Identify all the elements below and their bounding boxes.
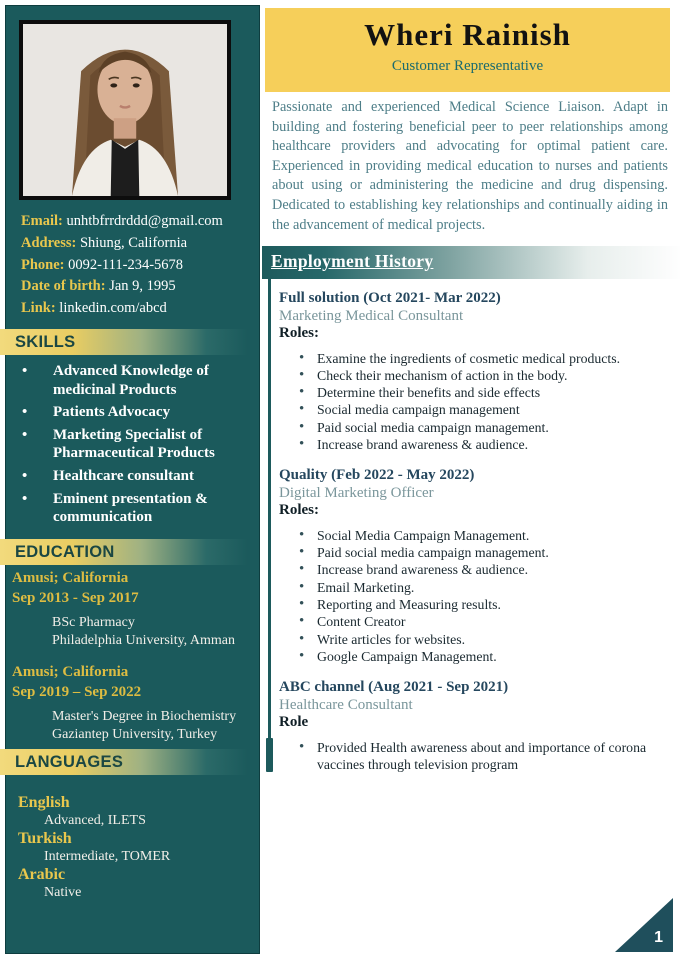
job-roles-label: Roles: xyxy=(279,325,319,341)
employment-history-title: Employment History xyxy=(271,251,434,271)
job-position: Marketing Medical Consultant xyxy=(279,307,464,324)
languages-list xyxy=(18,794,253,902)
job-roles-label: Role xyxy=(279,714,309,731)
profile-summary: Passionate and experienced Medical Science Liaison. Adapt in building and fostering beneficial peer to peer relationships among healthcare providers and advocating for optimal patient care. Experienced in providing medical education to nurses and patients about using or administering the medicine and drug dispensing. Dedicated to establishing key relationships and continually aiding in the advancement of medical projects. xyxy=(272,99,668,233)
job-bullet-list xyxy=(279,350,670,454)
skills-section-header xyxy=(0,329,258,355)
job-bullet-list xyxy=(279,739,670,774)
address-label: Address: xyxy=(21,234,77,251)
education-location: Amusi; California xyxy=(12,570,129,586)
skill-item: • Marketing Specialist of Pharmaceutical Products xyxy=(53,426,265,463)
education-detail xyxy=(52,614,254,649)
language-name: Arabic xyxy=(18,866,66,883)
link-label: Link: xyxy=(21,300,56,317)
candidate-name: Wheri Rainish xyxy=(364,17,571,52)
language-name: English xyxy=(18,794,70,811)
job-bullet: • Paid social media campaign management. xyxy=(317,419,670,436)
job-bullet: • Determine their benefits and side effects xyxy=(317,384,670,401)
education-school: Gaziantep University, Turkey xyxy=(52,726,218,742)
phone-value: 0092-111-234-5678 xyxy=(68,256,184,273)
dob-label: Date of birth: xyxy=(21,278,106,295)
job-bullet-list xyxy=(279,527,670,665)
education-detail xyxy=(52,708,254,743)
contact-link xyxy=(21,298,253,320)
job-bullet: • Google Campaign Management. xyxy=(317,648,670,665)
candidate-job-title: Customer Representative xyxy=(391,58,544,74)
employment-history-header xyxy=(262,246,680,279)
job-bullet: • Reporting and Measuring results. xyxy=(317,596,670,613)
job-company-dates: Quality (Feb 2022 - May 2022) xyxy=(279,467,475,484)
page-corner-triangle xyxy=(615,898,673,952)
languages-section-header xyxy=(0,749,258,775)
phone-label: Phone: xyxy=(21,256,65,273)
education-location: Amusi; California xyxy=(12,664,129,680)
job-entry xyxy=(279,290,670,453)
job-bullet: • Write articles for websites. xyxy=(317,631,670,648)
education-dates: Sep 2019 – Sep 2022 xyxy=(12,684,142,700)
employment-history-body xyxy=(279,290,670,787)
contact-section xyxy=(21,211,253,320)
name-banner xyxy=(265,8,670,92)
education-entry xyxy=(12,662,254,743)
language-name: Turkish xyxy=(18,830,72,847)
email-label: Email: xyxy=(21,213,63,229)
sidebar xyxy=(5,5,260,954)
profile-photo xyxy=(19,20,231,200)
job-bullet: • Increase brand awareness & audience. xyxy=(317,561,670,578)
skill-item: • Patients Advocacy xyxy=(53,403,265,422)
job-bullet: • Paid social media campaign management. xyxy=(317,544,670,561)
job-entry xyxy=(279,679,670,773)
job-bullet: • Increase brand awareness & audience. xyxy=(317,436,670,453)
contact-dob xyxy=(21,276,253,298)
education-school: Philadelphia University, Amman xyxy=(52,632,236,648)
job-bullet: • Content Creator xyxy=(317,613,670,630)
skill-item: • Eminent presentation & communication xyxy=(53,490,265,527)
portrait-illustration xyxy=(23,24,227,196)
language-level: Advanced, ILETS xyxy=(44,813,146,828)
job-roles-label: Roles: xyxy=(279,502,319,519)
skills-title: SKILLS xyxy=(15,333,76,351)
education-degree: BSc Pharmacy xyxy=(52,615,135,630)
job-position: Digital Marketing Officer xyxy=(279,484,434,501)
job-company-dates: ABC channel (Aug 2021 - Sep 2021) xyxy=(279,679,509,696)
job-position: Healthcare Consultant xyxy=(279,696,413,713)
language-level: Intermediate, TOMER xyxy=(44,849,171,864)
education-list xyxy=(12,568,254,756)
job-bullet: • Provided Health awareness about and importance of corona vaccines through television program xyxy=(317,739,670,774)
language-level: Native xyxy=(44,885,82,900)
contact-email xyxy=(21,211,253,233)
section-accent-line xyxy=(268,279,271,772)
contact-address xyxy=(21,233,253,255)
skill-item: • Advanced Knowledge of medicinal Products xyxy=(53,362,265,399)
education-degree: Master's Degree in Biochemistry xyxy=(52,709,237,724)
dob-value: Jan 9, 1995 xyxy=(109,278,176,295)
page-number: 1 xyxy=(654,929,663,946)
job-bullet: • Social Media Campaign Management. xyxy=(317,527,670,544)
job-company-dates: Full solution (Oct 2021- Mar 2022) xyxy=(279,290,501,306)
skills-list xyxy=(6,362,271,531)
job-entry xyxy=(279,467,670,665)
email-value[interactable]: unhtbfrrdrddd@gmail.com xyxy=(66,213,223,229)
link-value[interactable]: linkedin.com/abcd xyxy=(59,300,167,317)
job-bullet: • Check their mechanism of action in the body. xyxy=(317,367,670,384)
education-title: EDUCATION xyxy=(15,543,115,561)
section-accent-line-end xyxy=(266,738,273,772)
education-entry xyxy=(12,568,254,649)
job-bullet: • Email Marketing. xyxy=(317,579,670,596)
job-bullet: • Social media campaign management xyxy=(317,401,670,418)
languages-title: LANGUAGES xyxy=(15,753,124,771)
contact-phone xyxy=(21,255,253,277)
skill-item: • Healthcare consultant xyxy=(53,467,265,486)
education-dates: Sep 2013 - Sep 2017 xyxy=(12,590,139,606)
education-section-header xyxy=(0,539,258,565)
address-value: Shiung, California xyxy=(79,234,188,251)
job-bullet: • Examine the ingredients of cosmetic medical products. xyxy=(317,350,670,367)
